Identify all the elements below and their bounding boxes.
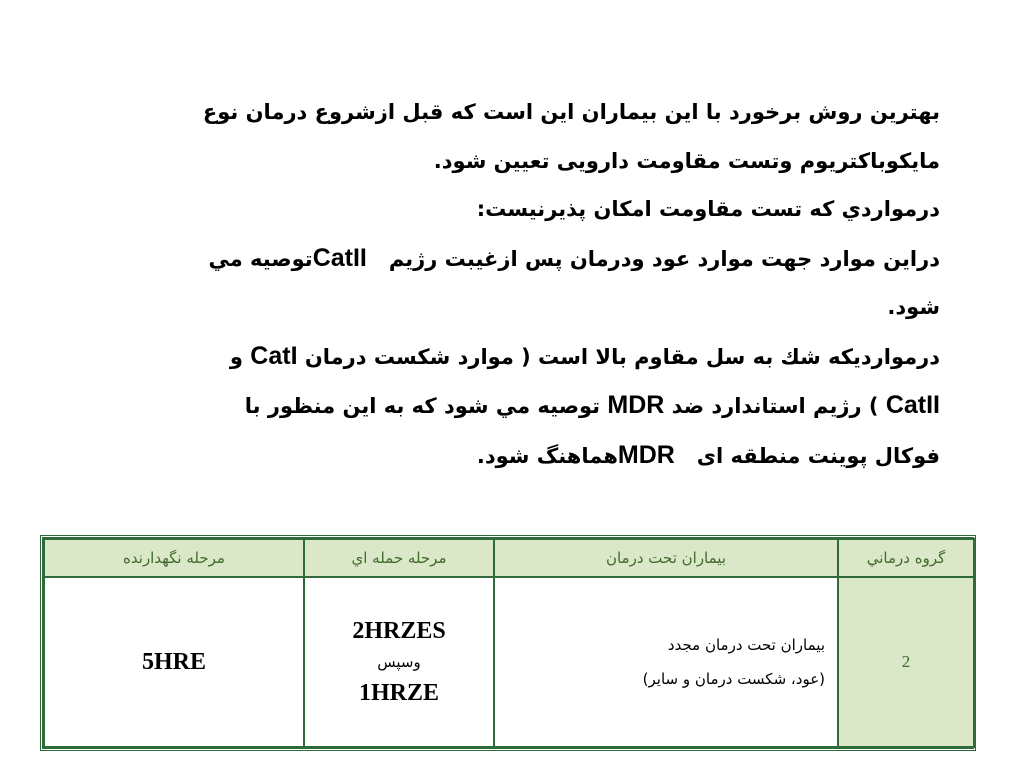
cell-intensive-phase bbox=[304, 577, 494, 747]
intensive-regimen-2: 1HRZE bbox=[358, 680, 439, 706]
line-6-tail: و bbox=[229, 344, 243, 369]
cell-maintenance-phase bbox=[44, 577, 304, 747]
line-8-tail: هماهنگ شود. bbox=[476, 443, 618, 468]
header-treatment-group: گروه درماني bbox=[838, 539, 974, 577]
header-patients: بیماران تحت درمان bbox=[494, 539, 838, 577]
line-6-text: درمواردیکه شك به سل مقاوم بالا است ( موارد شکست درمان bbox=[304, 344, 940, 369]
paragraph-line-1: بهترین روش برخورد با این بیماران این است که قبل ازشروع درمان نوع bbox=[202, 100, 940, 124]
regimen-code-cati: CatI bbox=[250, 341, 298, 370]
line-7-tail: توصیه مي شود که به این منظور با bbox=[244, 394, 601, 418]
table-row bbox=[44, 577, 974, 747]
paragraph-line-6 bbox=[98, 332, 940, 382]
patients-line-2: (عود، شکست درمان و سایر) bbox=[642, 670, 825, 688]
mdr-code: MDR bbox=[607, 391, 665, 419]
patients-line-1: بیماران تحت درمان مجدد bbox=[667, 636, 825, 654]
table-header-row bbox=[44, 539, 974, 577]
paragraph-line-4 bbox=[98, 234, 940, 284]
cell-treatment-group: 2 bbox=[838, 577, 974, 747]
line-7-text: ) رژیم استاندارد ضد bbox=[671, 394, 879, 418]
intensive-then-label: وسپس bbox=[377, 653, 421, 671]
intensive-regimen-1: 2HRZES bbox=[352, 618, 446, 644]
paragraph-line-8 bbox=[98, 431, 940, 481]
paragraph-line-3: درمواردي که تست مقاومت امکان پذیرنیست: bbox=[476, 197, 940, 221]
header-intensive-phase: مرحله حمله اي bbox=[304, 539, 494, 577]
line-4-tail: توصیه مي bbox=[208, 246, 313, 271]
cell-patients bbox=[494, 577, 838, 747]
maintenance-regimen: 5HRE bbox=[141, 649, 206, 675]
regimen-code-catii-2: CatII bbox=[885, 391, 940, 419]
header-maintenance-phase: مرحله نگهدارنده bbox=[44, 539, 304, 577]
regimen-table-frame bbox=[40, 535, 976, 751]
paragraph-line-7 bbox=[98, 381, 940, 431]
regimen-code-catii: CatII bbox=[312, 243, 367, 272]
regimen-table bbox=[43, 538, 975, 748]
paragraph-line-5: شود. bbox=[887, 295, 940, 319]
paragraph-line-2: مایکوباکتریوم وتست مقاومت دارویی تعیین شود. bbox=[433, 148, 940, 173]
line-4-text: دراین موارد جهت موارد عود ودرمان پس ازغیبت رژیم bbox=[388, 246, 940, 271]
guidance-paragraph bbox=[98, 88, 940, 480]
mdr-code-2: MDR bbox=[617, 440, 675, 469]
line-8-text: فوکال پوینت منطقه ای bbox=[696, 443, 940, 468]
